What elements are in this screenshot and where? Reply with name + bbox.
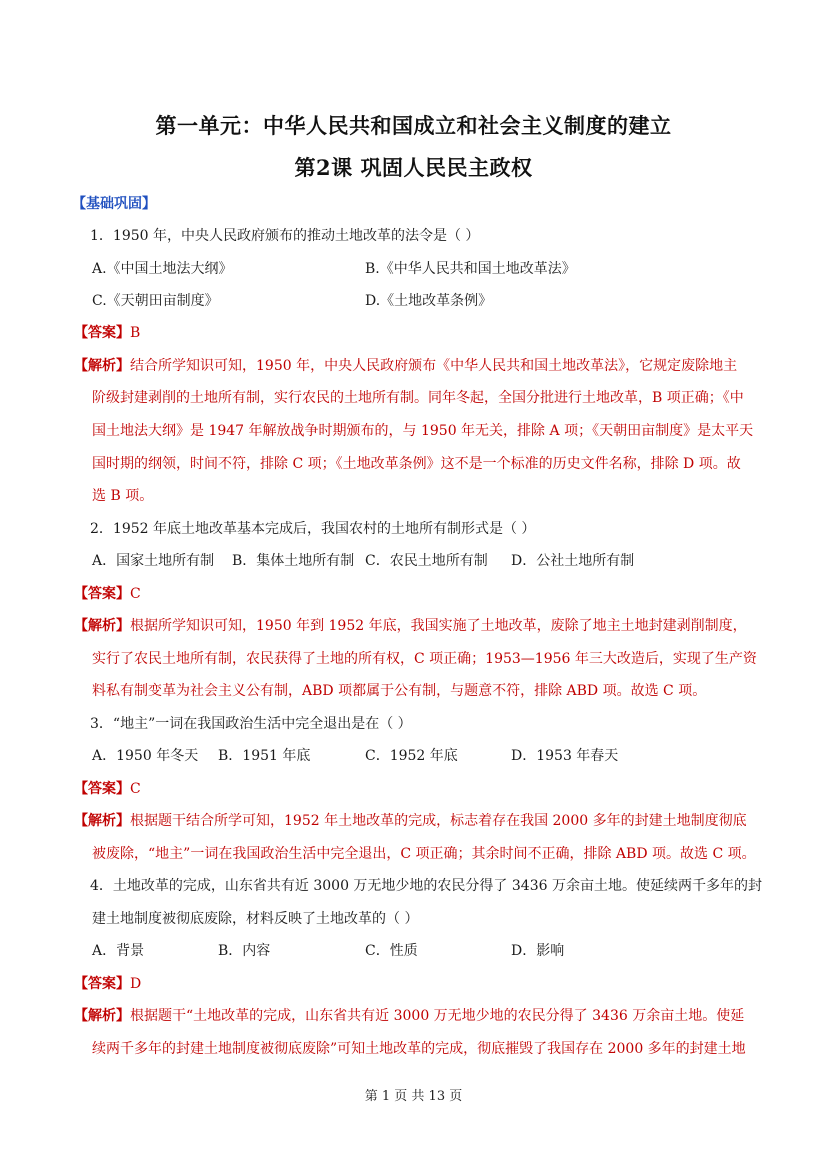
option-c: C．1952 年底	[365, 748, 458, 764]
answer-value: D	[130, 976, 142, 992]
option-b: B．集体土地所有制	[232, 553, 355, 569]
analysis-line: 阶级封建剥削的土地所有制，实行农民的土地所有制。同年冬起，全国分批进行土地改革，B 项正确；《中	[92, 390, 744, 406]
question-4-options	[92, 941, 772, 961]
option-d: D．公社土地所有制	[511, 553, 635, 569]
question-3-analysis	[74, 811, 754, 831]
unit-title: 第一单元：中华人民共和国成立和社会主义制度的建立	[155, 113, 672, 138]
analysis-line: 国土地法大纲》是 1947 年解放战争时期颁布的，与 1950 年无关，排除 A 项；《天朝田亩制度》是太平天	[92, 423, 754, 439]
question-1-analysis	[74, 356, 754, 376]
question-3-options	[92, 746, 772, 766]
answer-tag: 【答案】	[74, 586, 130, 602]
answer-value: C	[130, 586, 141, 602]
answer-tag: 【答案】	[74, 781, 130, 797]
analysis-tag: 【解析】	[74, 618, 130, 634]
analysis-line: 选 B 项。	[92, 488, 154, 504]
analysis-tag: 【解析】	[74, 813, 130, 829]
section-label: 【基础巩固】	[72, 196, 156, 212]
lesson-title: 第2课 巩固人民民主政权	[294, 155, 533, 180]
question-1-answer	[74, 323, 754, 343]
option-c: C．农民土地所有制	[365, 553, 488, 569]
option-b: B.《中华人民共和国土地改革法》	[365, 261, 576, 277]
question-4-analysis	[74, 1006, 754, 1026]
option-c: C.《天朝田亩制度》	[92, 293, 219, 309]
option-a: A．1950 年冬天	[92, 748, 199, 764]
answer-value: B	[130, 325, 141, 341]
option-a: A.《中国土地法大纲》	[92, 261, 233, 277]
analysis-tag: 【解析】	[74, 358, 130, 374]
analysis-line: 国时期的纲领，时间不符，排除 C 项；《土地改革条例》这不是一个标准的历史文件名称，排除 D 项。故	[92, 456, 741, 472]
question-3-answer	[74, 779, 754, 799]
question-2-options	[92, 551, 772, 571]
question-2-answer	[74, 584, 754, 604]
analysis-text: 结合所学知识可知，1950 年，中央人民政府颁布《中华人民共和国土地改革法》，它规定废除地主	[130, 358, 738, 374]
question-3-stem: 3．“地主”一词在我国政治生活中完全退出是在（ ）	[90, 716, 412, 732]
analysis-line: 料私有制变革为社会主义公有制，ABD 项都属于公有制，与题意不符，排除 ABD 项。故选 C 项。	[92, 683, 707, 699]
option-d: D．影响	[511, 943, 565, 959]
answer-value: C	[130, 781, 141, 797]
option-a: A．国家土地所有制	[92, 553, 215, 569]
question-4-stem: 4．土地改革的完成，山东省共有近 3000 万无地少地的农民分得了 3436 万余亩土地。使延续两千多年的封	[90, 878, 762, 894]
option-b: B．1951 年底	[218, 748, 311, 764]
analysis-text: 根据题干结合所学可知，1952 年土地改革的完成，标志着存在我国 2000 多年的封建土地制度彻底	[130, 813, 747, 829]
analysis-text: 根据所学知识可知，1950 年到 1952 年底，我国实施了土地改革，废除了地主土地封建剥削制度，	[130, 618, 747, 634]
analysis-line: 实行了农民土地所有制，农民获得了土地的所有权，C 项正确；1953—1956 年三大改造后，实现了生产资	[92, 651, 757, 667]
option-a: A．背景	[92, 943, 145, 959]
question-4-answer	[74, 974, 754, 994]
option-b: B．内容	[218, 943, 271, 959]
question-4-stem-cont: 建土地制度被彻底废除，材料反映了土地改革的（ ）	[92, 911, 419, 927]
question-1-options-row-2	[92, 291, 772, 311]
analysis-tag: 【解析】	[74, 1008, 130, 1024]
option-c: C．性质	[365, 943, 418, 959]
option-d: D．1953 年春天	[511, 748, 619, 764]
analysis-text: 根据题干“土地改革的完成，山东省共有近 3000 万无地少地的农民分得了 3436 万余亩土地。使延	[130, 1008, 745, 1024]
answer-tag: 【答案】	[74, 976, 130, 992]
question-2-stem: 2．1952 年底土地改革基本完成后，我国农村的土地所有制形式是（ ）	[90, 521, 536, 537]
option-d: D.《土地改革条例》	[365, 293, 493, 309]
question-1-stem: 1．1950 年，中央人民政府颁布的推动土地改革的法令是（ ）	[90, 228, 480, 244]
question-2-analysis	[74, 616, 754, 636]
question-1-options-row-1	[92, 259, 772, 279]
answer-tag: 【答案】	[74, 325, 130, 341]
analysis-line: 续两千多年的封建土地制度被彻底废除”可知土地改革的完成，彻底摧毁了我国存在 2000 多年的封建土地	[92, 1041, 746, 1057]
page-footer: 第 1 页 共 13 页	[364, 1089, 463, 1104]
analysis-line: 被废除，“地主”一词在我国政治生活中完全退出，C 项正确；其余时间不正确，排除 ABD 项。故选 C 项。	[92, 846, 756, 862]
